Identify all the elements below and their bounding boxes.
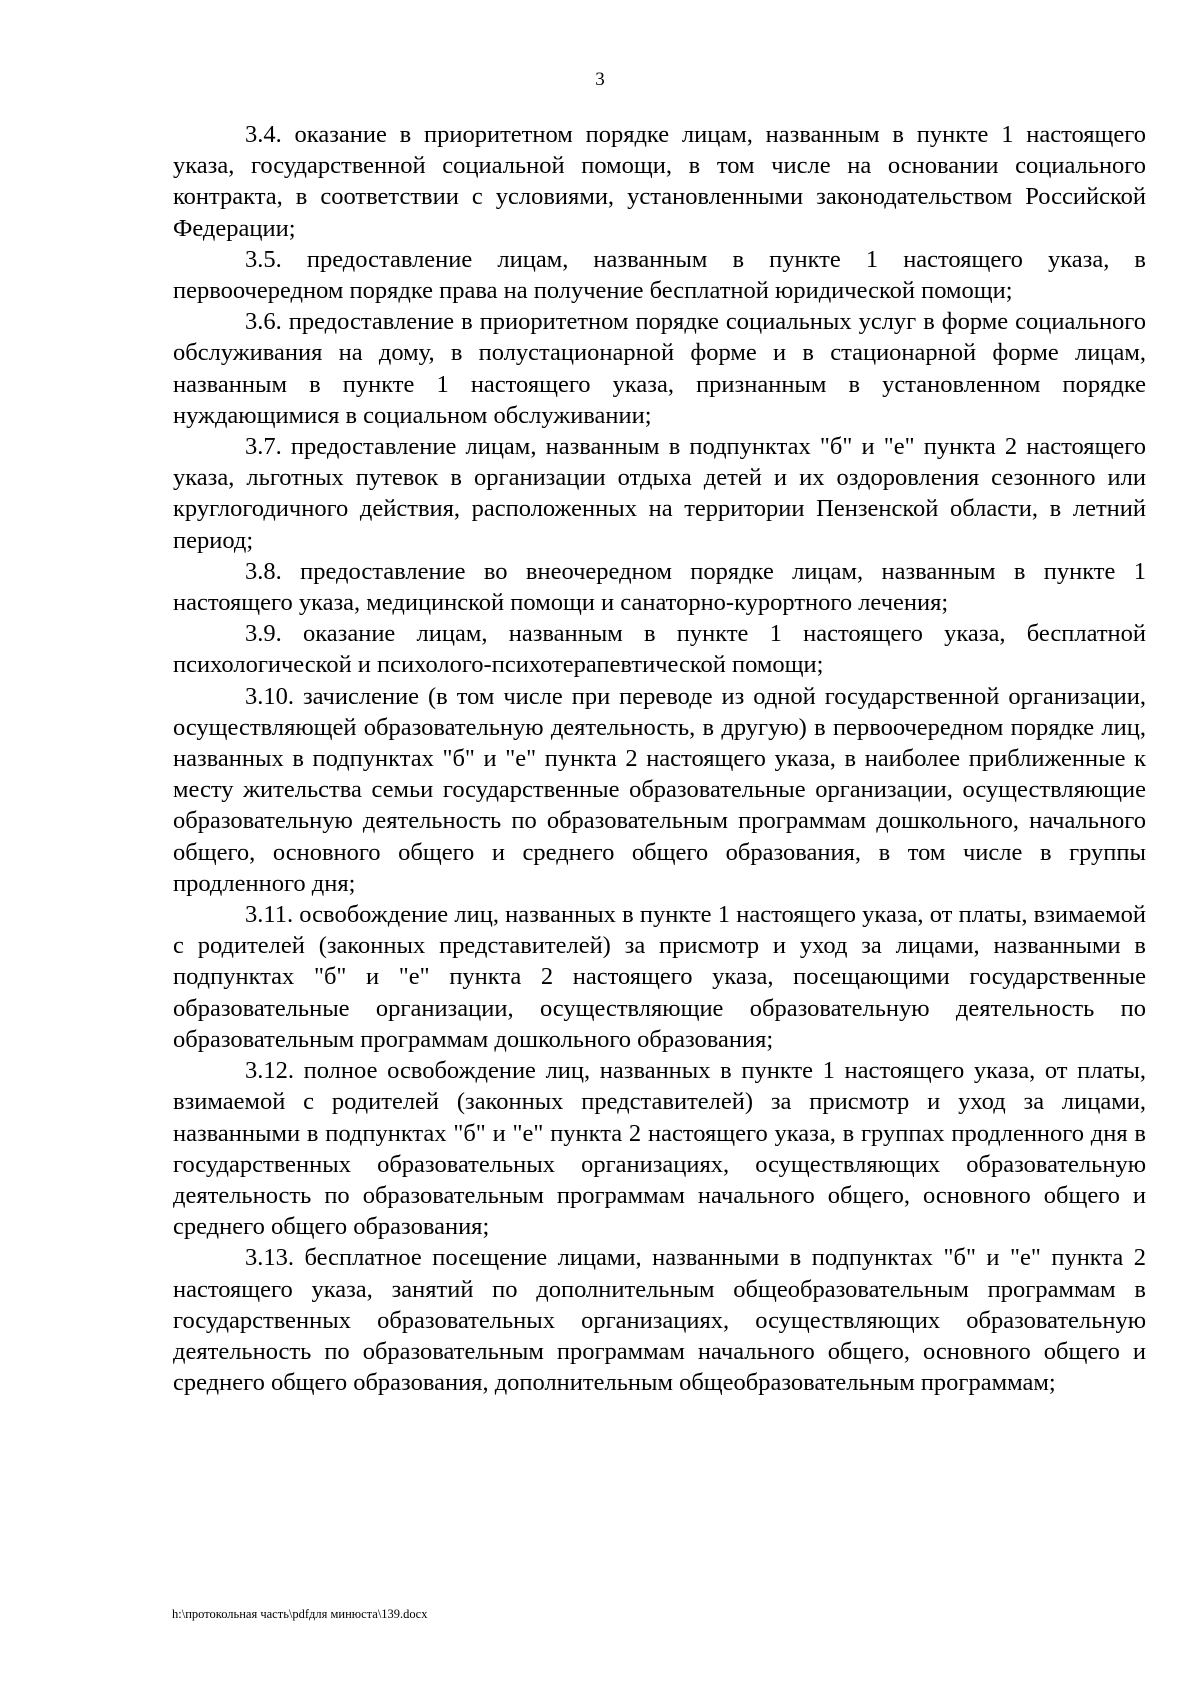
paragraph-3-12: 3.12. полное освобождение лиц, названных в пункте 1 настоящего указа, от платы, взимаемой с родителей (законных представителей) за присмотр и уход за лицами, названными в подпунктах "б" и "е" пункта 2 настоящего указа, в группах продленного дня в государственных образовательных организациях, осуществляющих образовательную деятельность по образовательным программам начального общего, основного общего и среднего общего образования; <box>173 1057 1146 1241</box>
paragraph-3-6: 3.6. предоставление в приоритетном порядке социальных услуг в форме социального обслуживания на дому, в полустационарной форме и в стационарной форме лицам, названным в пункте 1 настоящего указа, признанным в установленном порядке нуждающимися в социальном обслуживании; <box>173 308 1146 429</box>
paragraph-3-4: 3.4. оказание в приоритетном порядке лицам, названным в пункте 1 настоящего указа, государственной социальной помощи, в том числе на основании социального контракта, в соответствии с условиями, установленными законодательством Российской Федерации; <box>173 121 1146 242</box>
paragraph-3-7: 3.7. предоставление лицам, названным в подпунктах "б" и "е" пункта 2 настоящего указа, льготных путевок в организации отдыха детей и их оздоровления сезонного или круглогодичного действия, расположенных на территории Пензенской области, в летний период; <box>173 433 1146 554</box>
document-body <box>173 119 1146 1398</box>
paragraph-3-13: 3.13. бесплатное посещение лицами, названными в подпунктах "б" и "е" пункта 2 настоящего указа, занятий по дополнительным общеобразовательным программам в государственных образовательных организациях, осуществляющих образовательную деятельность по образовательным программам начального общего, основного общего и среднего общего образования, дополнительным общеобразовательным программам; <box>173 1244 1146 1397</box>
paragraph-3-10: 3.10. зачисление (в том числе при переводе из одной государственной организации, осуществляющей образовательную деятельность, в другую) в первоочередном порядке лиц, названных в подпунктах "б" и "е" пункта 2 настоящего указа, в наиболее приближенные к месту жительства семьи государственные образовательные организации, осуществляющие образовательную деятельность по образовательным программам дошкольного, начального общего, основного общего и среднего общего образования, в том числе в группы продленного дня; <box>173 682 1146 897</box>
page-number: 3 <box>595 69 605 90</box>
paragraph-3-11: 3.11. освобождение лиц, названных в пункте 1 настоящего указа, от платы, взимаемой с родителей (законных представителей) за присмотр и уход за лицами, названными в подпунктах "б" и "е" пункта 2 настоящего указа, посещающими государственные образовательные организации, осуществляющие образовательную деятельность по образовательным программам дошкольного образования; <box>173 901 1146 1053</box>
paragraph-3-5: 3.5. предоставление лицам, названным в пункте 1 настоящего указа, в первоочередном порядке права на получение бесплатной юридической помощи; <box>173 245 1146 305</box>
footer-file-path: h:\протокольная часть\pdfдля минюста\139.docx <box>172 1607 428 1621</box>
paragraph-3-9: 3.9. оказание лицам, названным в пункте 1 настоящего указа, бесплатной психологической и психолого-психотерапевтической помощи; <box>173 620 1146 679</box>
paragraph-3-8: 3.8. предоставление во внеочередном порядке лицам, названным в пункте 1 настоящего указа, медицинской помощи и санаторно-курортного лечения; <box>173 557 1146 617</box>
